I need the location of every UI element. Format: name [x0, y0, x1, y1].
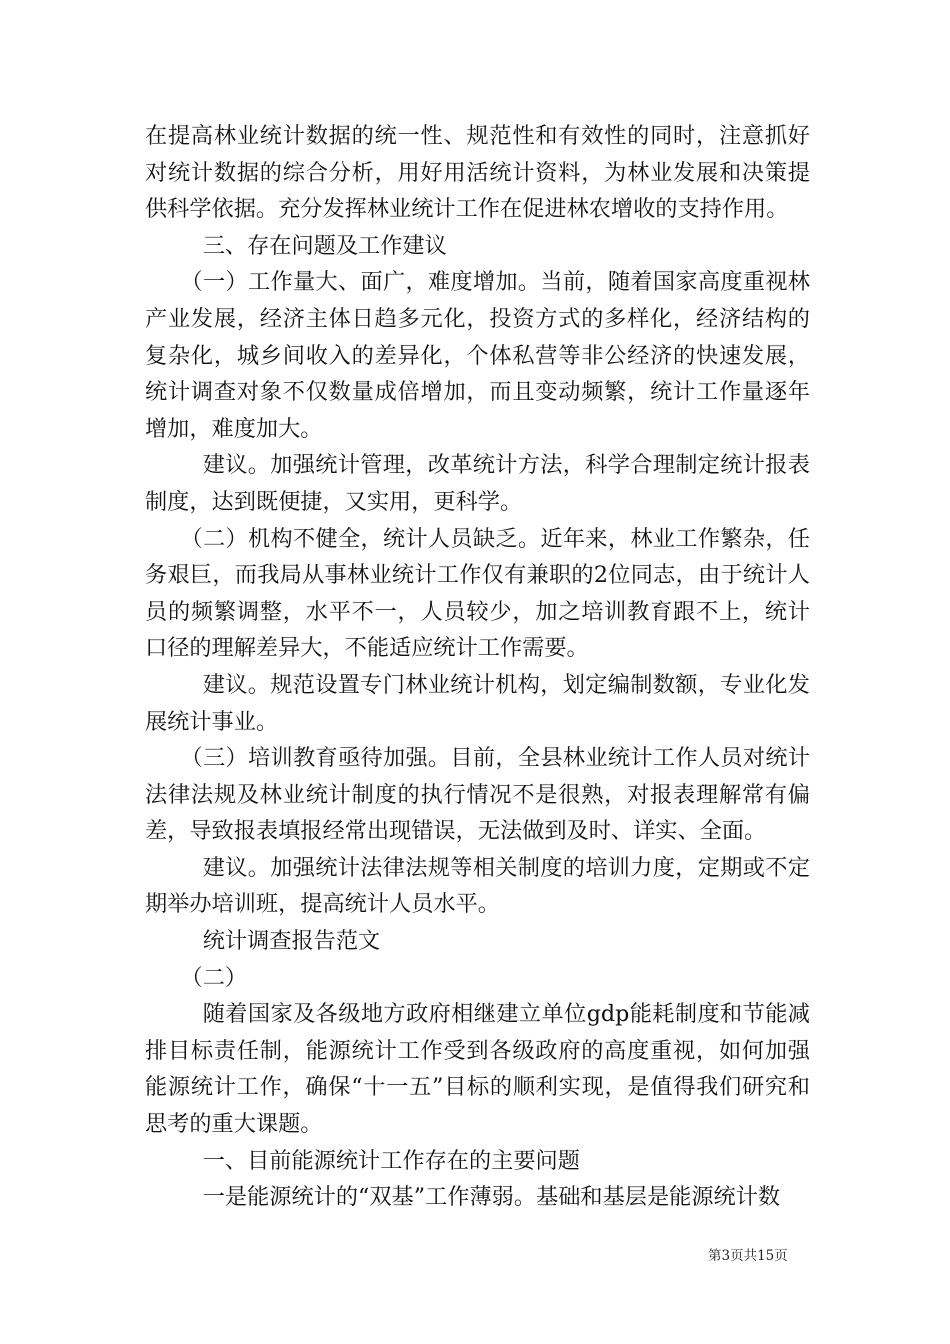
- document-body: [145, 118, 810, 1216]
- sample-title: 统计调查报告范文: [202, 928, 381, 955]
- sample-number: （二）: [180, 964, 248, 991]
- paragraph-suggestion-2: 建议。规范设置专门林业统计机构，划定编制数额，专业化发展统计事业。: [145, 671, 810, 735]
- paragraph-intro: 随着国家及各级地方政府相继建立单位gdp能耗制度和节能减排目标责任制，能源统计工作受到各级政府的高度重视，如何加强能源统计工作，确保“十一五”目标的顺利实现，是值得我们研究和思考的重大课题。: [145, 1001, 810, 1138]
- page-number-footer: 第3页共15页: [708, 1248, 788, 1264]
- paragraph-1: 在提高林业统计数据的统一性、规范性和有效性的同时，注意抓好对统计数据的综合分析，用好用活统计资料，为林业发展和决策提供科学依据。充分发挥林业统计工作在促进林农增收的支持作用。: [145, 123, 810, 223]
- paragraph-issue-1: 一是能源统计的“双基”工作薄弱。基础和基层是能源统计数: [202, 1184, 781, 1211]
- paragraph-suggestion-3: 建议。加强统计法律法规等相关制度的培训力度，定期或不定期举办培训班，提高统计人员水平。: [145, 854, 810, 918]
- paragraph-suggestion-1: 建议。加强统计管理，改革统计方法，科学合理制定统计报表制度，达到既便捷，又实用，更科学。: [145, 452, 810, 515]
- section-heading-3: 三、存在问题及工作建议: [202, 232, 447, 259]
- paragraph-problem-1: （一）工作量大、面广，难度增加。当前，随着国家高度重视林产业发展，经济主体日趋多元化，投资方式的多样化，经济结构的复杂化，城乡间收入的差异化，个体私营等非公经济的快速发展，统计调查对象不仅数量成倍增加，而且变动频繁，统计工作量逐年增加，难度加大。: [145, 269, 810, 442]
- section-heading-1: 一、目前能源统计工作存在的主要问题: [202, 1147, 580, 1174]
- paragraph-problem-3: （三）培训教育亟待加强。目前，全县林业统计工作人员对统计法律法规及林业统计制度的执行情况不是很熟，对报表理解常有偏差，导致报表填报经常出现错误，无法做到及时、详实、全面。: [145, 745, 810, 845]
- paragraph-problem-2: （二）机构不健全，统计人员缺乏。近年来，林业工作繁杂，任务艰巨，而我局从事林业统计工作仅有兼职的2位同志，由于统计人员的频繁调整，水平不一，人员较少，加之培训教育跟不上，统计口径的理解差异大，不能适应统计工作需要。: [145, 525, 810, 662]
